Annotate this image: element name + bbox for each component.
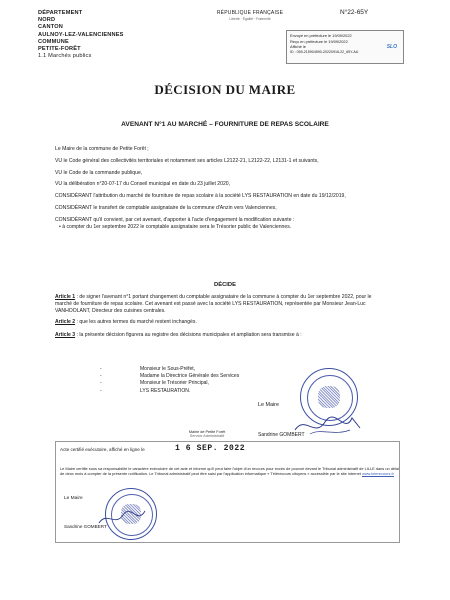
vu-line: VU le Code général des collectivités territoriales et notamment ses articles L2122-21, L2122-22, L2131-1 et suivants,	[55, 157, 319, 164]
list-item: - Madame la Directrice Générale des Services	[100, 373, 240, 380]
header-category: 1.1 Marchés publics	[38, 53, 92, 60]
considerant-line: CONSIDÉRANT l'attribution du marché de fourniture de repas scolaire à la société LYS RESTAURATION en date du 19/12/2019,	[55, 193, 346, 200]
articles	[55, 294, 377, 339]
recipient-list	[100, 366, 239, 395]
notice-text: Le Maire certifie sous sa responsabilité le caractère exécutoire de cet acte et informe qu'il peut faire l'objet d'un recours pour excès de pouvoir devant le Tribunal administratif de LILLE dans un délai de deux mois à compter de la présente notification. Le Tribunal administratif peut être saisi par l'application informatique « Télérecours citoyens » accessible par le site internet	[60, 466, 399, 477]
administrative-header	[38, 10, 173, 60]
article-2-label: Article 2	[55, 319, 76, 326]
article-2	[55, 319, 377, 326]
list-item: - Monsieur le Trésorier Principal,	[100, 380, 209, 387]
stamp-received-line: Reçu en préfecture le 19/09/2022	[290, 38, 348, 44]
decision-number: N°22-65Y	[340, 9, 369, 16]
article-3-text: : la présente décision figurera au registre des décisions municipales et ampliation sera transmise à :	[75, 332, 302, 339]
telerecours-link[interactable]: www.telerecours.fr	[361, 471, 394, 477]
page-title: DÉCISION DU MAIRE	[154, 82, 296, 97]
list-item: - LYS RESTAURATION.	[100, 387, 191, 394]
header-line: NORD	[38, 17, 56, 24]
vu-line: VU la délibération n°20-07-17 du Conseil municipal en date du 23 juillet 2020,	[55, 181, 231, 188]
preamble	[55, 146, 377, 230]
header-line: COMMUNE	[38, 38, 69, 45]
header-line: DÉPARTEMENT	[38, 10, 83, 16]
considerant-item: • à compter du 1er septembre 2022 le comptable assignataire sera le Trésorier public de Valenciennes.	[59, 223, 292, 230]
republic-label: RÉPUBLIQUE FRANÇAISE	[216, 10, 284, 16]
date-stamp: 1 6 SEP. 2022	[175, 444, 246, 453]
considerant-line: CONSIDÉRANT le transfert de comptable assignataire de la commune d'Anzin vers Valenciennes,	[55, 204, 277, 211]
footer-signatory-name: Sandrine GOMBERT	[64, 524, 107, 529]
signature-role: Le Maire	[258, 402, 279, 408]
signatory-name: Sandrine GOMBERT	[258, 432, 305, 438]
decide-heading: DÉCIDE	[214, 282, 236, 288]
list-item: - Monsieur le Sous-Préfet,	[100, 366, 196, 372]
stamp-id: ID : 059-215904590-20220916-22_65Y-AU	[290, 49, 359, 54]
header-line: PETITE-FORÊT	[38, 46, 81, 53]
prefecture-stamp	[286, 30, 404, 64]
header-line: CANTON	[38, 24, 64, 31]
article-1-label: Article 1	[55, 294, 76, 300]
intro-line: Le Maire de la commune de Petite Forêt ;	[55, 146, 149, 152]
affichage-label: Acte certifié exécutoire, affiché en ligne le	[60, 447, 145, 452]
legal-notice	[60, 466, 400, 476]
article-3-label: Article 3	[55, 332, 76, 339]
document-subtitle: AVENANT N°1 AU MARCHÉ – FOURNITURE DE REPAS SCOLAIRE	[121, 121, 329, 128]
header-line: AULNOY-LEZ-VALENCIENNES	[38, 31, 124, 38]
republic-motto: Liberté · Égalité · Fraternité	[229, 17, 271, 21]
vu-line: VU le Code de la commande publique,	[55, 169, 143, 176]
footer-role: Le Maire	[64, 496, 83, 501]
slo-logo: SLO	[386, 44, 397, 50]
republic-header	[195, 10, 305, 21]
article-3	[55, 332, 377, 339]
article-2-text: : que les autres termes du marché restent inchangés.	[75, 319, 197, 326]
stamp-posted-line: Affiché le	[290, 44, 306, 49]
mairie-caption: Mairie de Petite Forêt Service Administratif	[188, 430, 226, 438]
stamp-sent-line: Envoyé en préfecture le 19/09/2022	[290, 33, 352, 38]
considerant-line: CONSIDÉRANT qu'il convient, par cet avenant, d'apporter à l'acte d'engagement la modification suivante :	[55, 216, 295, 223]
article-1	[55, 294, 377, 314]
article-1-text: : de signer l'avenant n°1 portant changement du comptable assignataire de la commune à compter du 1er septembre 2022, pour le marché de fourniture de repas scolaire. Cet avenant est passé avec la société LYS RESTAURATION, représentée par Monsieur Jean-Luc VANHOOLANT, Directeur des cuisines centrales.	[55, 294, 372, 314]
